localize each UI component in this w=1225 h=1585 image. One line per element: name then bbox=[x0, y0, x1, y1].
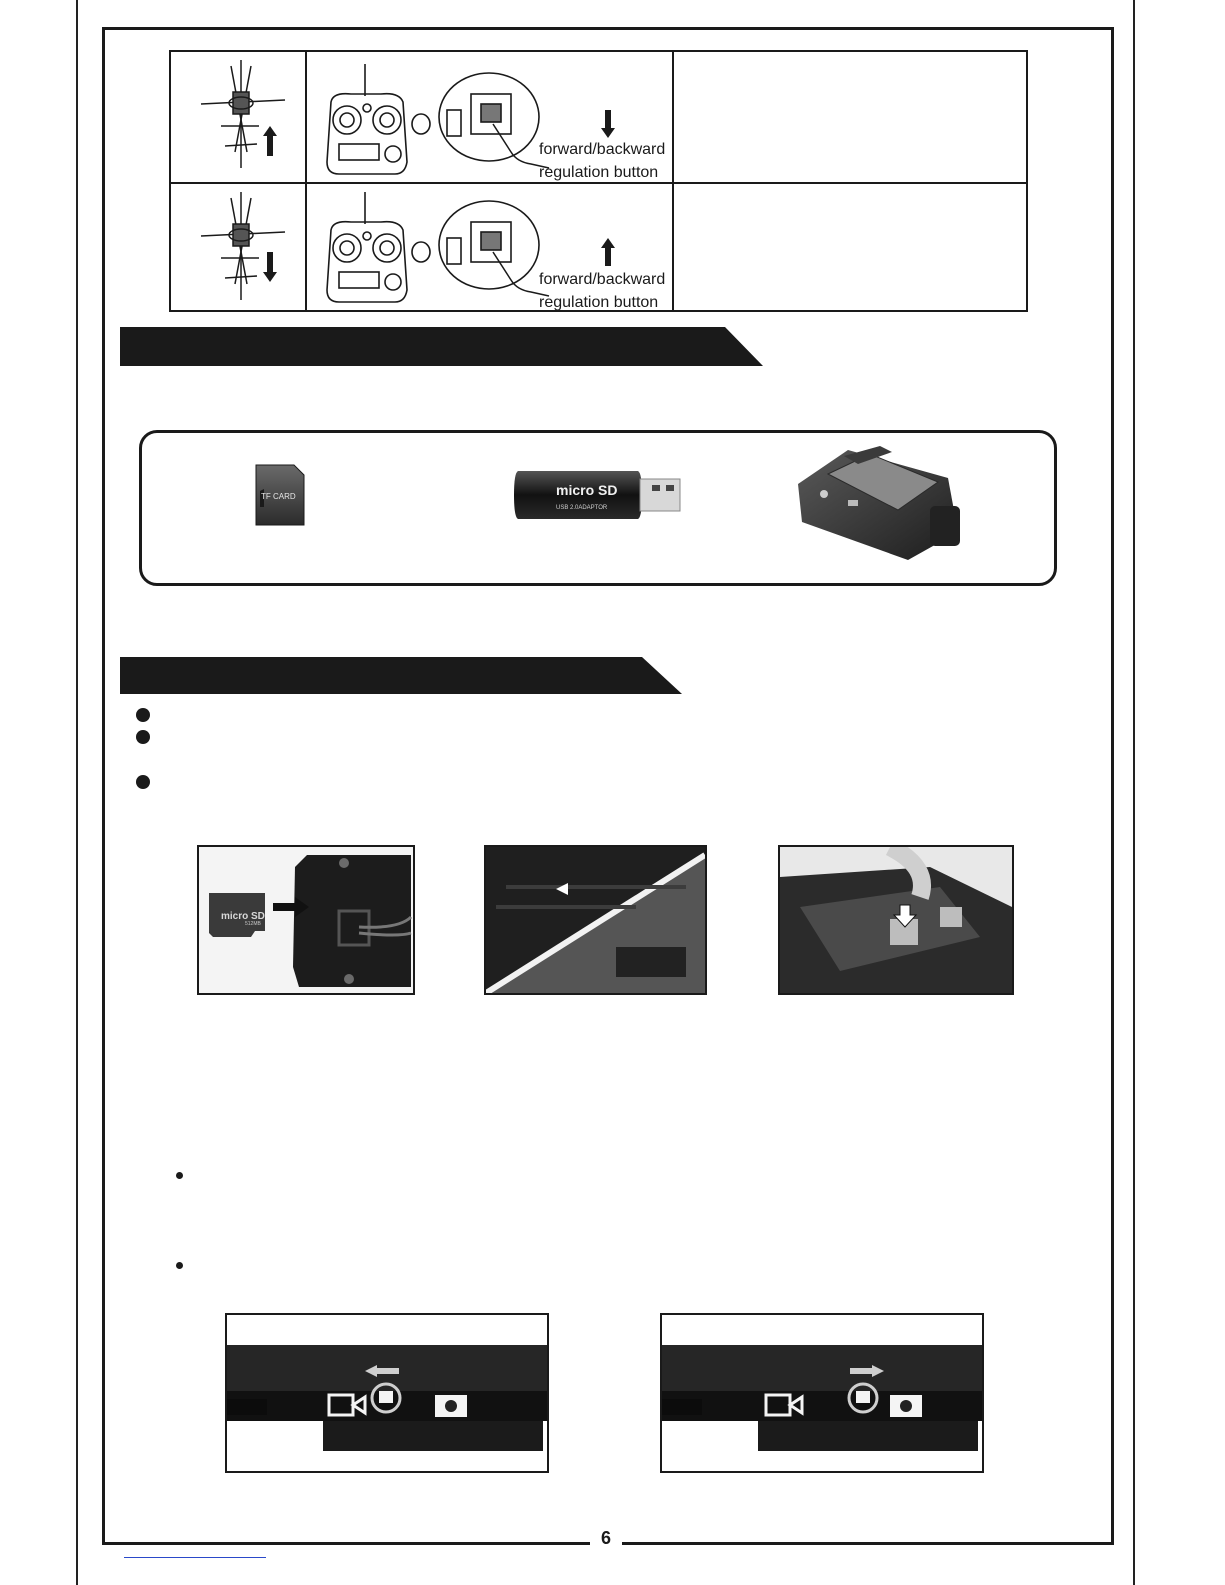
up-arrow-icon bbox=[601, 238, 615, 266]
regulation-button-label bbox=[539, 268, 665, 314]
photo-video-mode-switch bbox=[225, 1313, 549, 1473]
bullet-point bbox=[136, 708, 150, 722]
tf-card-label: TF CARD bbox=[261, 492, 296, 501]
camera-module-icon bbox=[788, 436, 972, 566]
control-row bbox=[171, 52, 1026, 181]
page-edge-right bbox=[1133, 0, 1135, 1585]
tf-card-icon bbox=[254, 463, 306, 527]
usb-brand-label: micro SD bbox=[556, 482, 618, 498]
down-arrow-icon bbox=[601, 110, 615, 138]
photo-photo-mode-switch bbox=[660, 1313, 984, 1473]
connect-plug-illustration bbox=[780, 847, 1012, 993]
card-capacity-label: 512MB bbox=[245, 921, 261, 927]
bullet-point bbox=[136, 775, 150, 789]
photo-connect-plug bbox=[778, 845, 1014, 995]
bullet-point bbox=[176, 1172, 183, 1179]
photo-mount-camera bbox=[484, 845, 707, 995]
control-table bbox=[169, 50, 1028, 312]
page-edge-left bbox=[76, 0, 78, 1585]
bullet-point bbox=[176, 1262, 183, 1269]
photo-mode-switch-illustration bbox=[662, 1315, 982, 1471]
label-line-1: forward/backward bbox=[539, 141, 666, 158]
section-header-bar bbox=[120, 657, 685, 695]
regulation-button-label bbox=[539, 138, 665, 184]
usb-caption: USB 2.0ADAPTOR bbox=[556, 505, 608, 511]
helicopter-icon bbox=[181, 56, 299, 176]
bullet-point bbox=[136, 730, 150, 744]
card-brand-label: micro SD bbox=[221, 911, 265, 922]
insert-card-illustration bbox=[199, 847, 413, 993]
video-mode-switch-illustration bbox=[227, 1315, 547, 1471]
control-row bbox=[171, 182, 1026, 313]
section-header-bar bbox=[120, 327, 765, 367]
label-line-2: regulation button bbox=[539, 294, 659, 311]
down-arrow-icon bbox=[263, 252, 277, 282]
helicopter-icon bbox=[181, 188, 299, 308]
page-number: 6 bbox=[600, 1528, 611, 1548]
label-line-1: forward/backward bbox=[539, 271, 666, 288]
usb-adaptor-icon bbox=[512, 465, 684, 525]
mount-camera-illustration bbox=[486, 847, 705, 993]
photo-insert-card bbox=[197, 845, 415, 995]
up-arrow-icon bbox=[263, 126, 277, 156]
label-line-2: regulation button bbox=[539, 164, 659, 181]
footer-link-underline bbox=[124, 1557, 266, 1558]
